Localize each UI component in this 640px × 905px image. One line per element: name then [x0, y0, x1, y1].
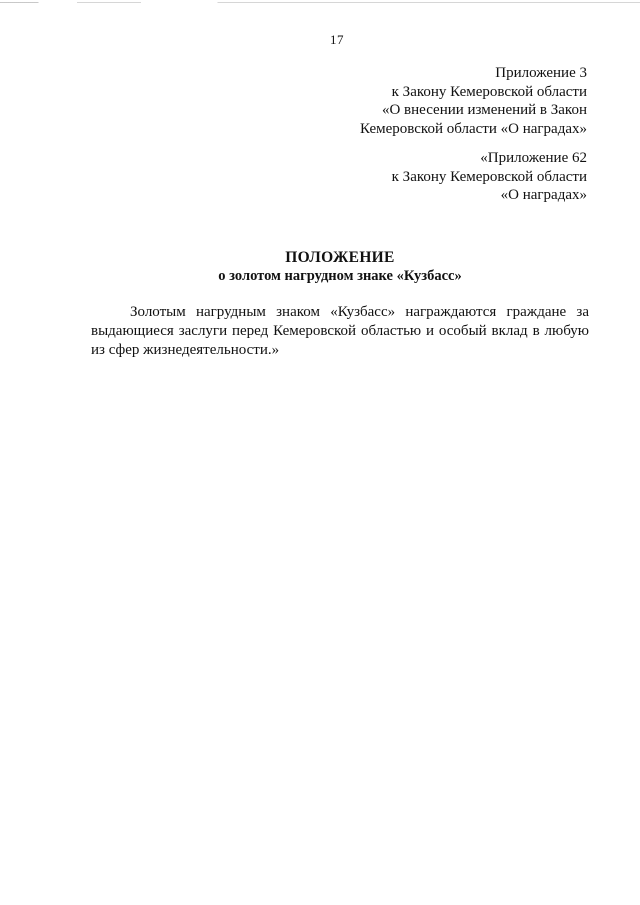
appendix-3-line: к Закону Кемеровской области — [391, 83, 587, 100]
appendix-62-line: к Закону Кемеровской области — [391, 168, 587, 185]
appendix-3-line: Кемеровской области «О наградах» — [360, 120, 587, 137]
document-subtitle: о золотом нагрудном знаке «Кузбасс» — [218, 268, 462, 284]
body-line: выдающиеся заслуги перед Кемеровской областью и особый вклад в любую — [91, 323, 589, 339]
appendix-3-line: «О внесении изменений в Закон — [381, 102, 587, 118]
page-number: 17 — [330, 32, 344, 47]
body-line: Золотым нагрудным знаком «Кузбасс» награждаются граждане за — [130, 304, 589, 320]
body-paragraph — [91, 303, 589, 360]
scan-edge-line — [0, 2, 640, 3]
appendix-62-line: «Приложение 62 — [480, 150, 587, 166]
body-line: из сфер жизнедеятельности.» — [91, 342, 280, 358]
appendix-3-header — [360, 64, 587, 138]
appendix-3-line: Приложение 3 — [495, 65, 587, 81]
document-title: ПОЛОЖЕНИЕ — [285, 249, 395, 266]
appendix-62-line: «О наградах» — [500, 187, 587, 203]
appendix-62-header — [392, 149, 587, 205]
